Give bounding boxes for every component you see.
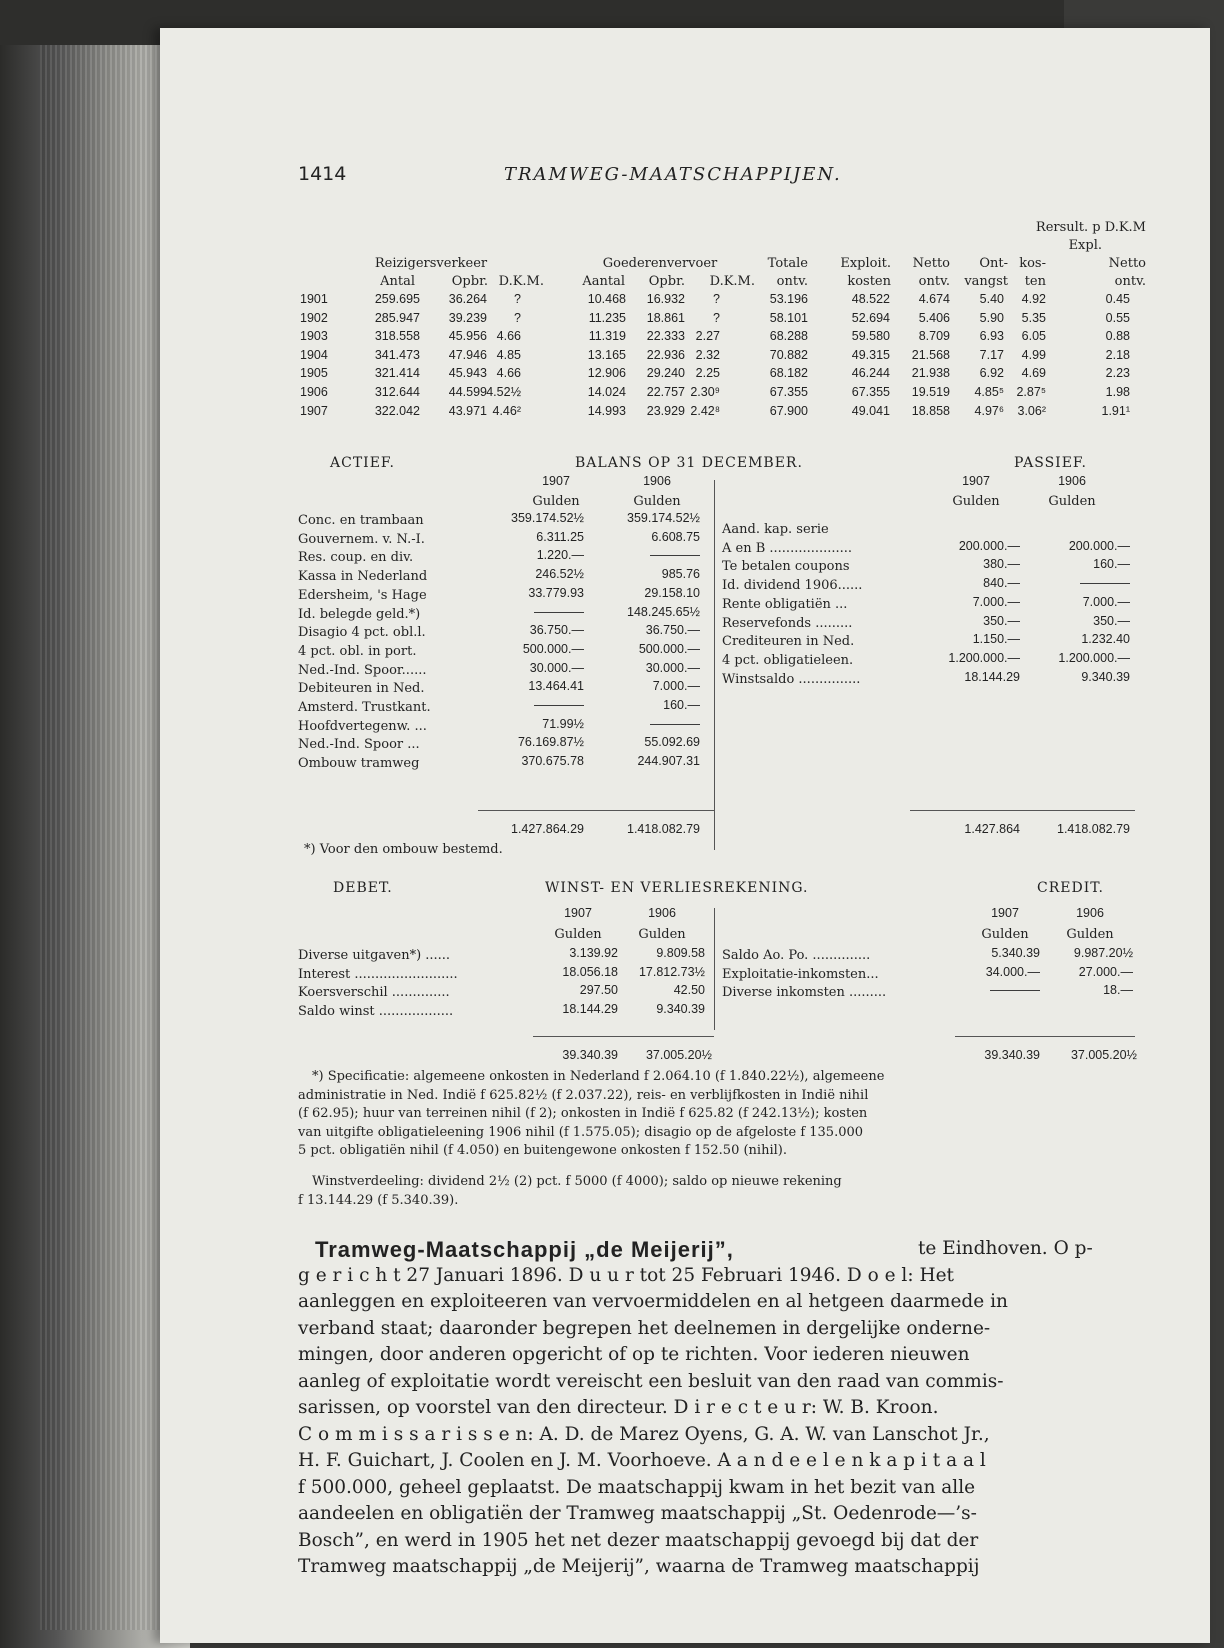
passief-1906: 7.000.—	[1082, 594, 1130, 609]
table-cell: 7.17	[979, 347, 1004, 362]
table-cell: 52.694	[851, 310, 890, 325]
debet-1907: 3.139.92	[569, 946, 618, 960]
year-cell: 1905	[300, 366, 328, 381]
year-cell: 1903	[300, 329, 328, 344]
credit-1906: 9.987.20½	[1073, 946, 1133, 960]
total-rule	[478, 810, 714, 811]
table-cell: 6.93	[979, 329, 1004, 344]
passief-label: A en B ....................	[722, 540, 853, 556]
year-header: 1906	[1058, 474, 1086, 488]
table-cell: 4.85	[496, 347, 521, 362]
actief-1907: 33.779.93	[528, 585, 584, 600]
table-cell: 2.25	[695, 366, 720, 381]
table-cell: 285.947	[374, 310, 420, 325]
actief-1907: 76.169.87½	[517, 735, 584, 750]
table-cell: 45.956	[448, 329, 487, 344]
actief-1907: 246.52½	[535, 567, 584, 582]
credit-label: Exploitatie-inkomsten...	[722, 966, 879, 982]
actief-1907: 1.220.—	[536, 548, 584, 563]
table-cell: 0.88	[1105, 329, 1130, 344]
passief-label: Reservefonds .........	[722, 615, 853, 631]
actief-1907: ————	[534, 604, 584, 619]
debet-1907: 18.056.18	[562, 964, 618, 979]
running-title: TRAMWEG-MAATSCHAPPIJEN.	[504, 164, 842, 185]
year-header: 1906	[1076, 906, 1104, 920]
table-cell: 49.315	[851, 347, 890, 362]
credit-1907: 5.340.39	[991, 946, 1040, 960]
actief-label: Amsterd. Trustkant.	[298, 700, 431, 715]
table-cell: 29.240	[646, 366, 685, 381]
table-cell: 6.05	[1021, 329, 1046, 344]
balans-title: BALANS OP 31 DECEMBER.	[575, 455, 803, 471]
passief-1907: 1.150.—	[972, 632, 1020, 647]
paragraph-line: C o m m i s s a r i s s e n: A. D. de Marez Oyens, G. A. W. van Lanschot Jr.,	[298, 1423, 990, 1445]
actief-label: Ombouw tramweg	[298, 756, 420, 772]
table-cell: 46.244	[851, 366, 890, 381]
actief-1906: 30.000.—	[645, 660, 700, 675]
column-header: D.K.M.	[498, 274, 544, 289]
column-header: ontv.	[1114, 274, 1146, 289]
table-cell: 11.319	[588, 329, 626, 344]
actief-label: Res. coup. en div.	[298, 550, 414, 566]
table-cell: 322.042	[374, 403, 420, 418]
group-header: Netto	[1108, 256, 1146, 271]
table-cell: 4.97⁶	[974, 403, 1004, 418]
actief-1906: ————	[650, 716, 700, 731]
debet-1906: 9.340.39	[656, 1002, 705, 1017]
actief-label: Ned.-Ind. Spoor ...	[298, 737, 420, 753]
actief-1907: 500.000.—	[522, 641, 584, 656]
paragraph-line: aandeelen en obligatiën der Tramweg maatschappij „St. Oedenrode—’s-	[298, 1503, 977, 1524]
table-cell: 68.182	[769, 366, 808, 381]
group-header: kos-	[1019, 256, 1046, 271]
passief-1906: 1.232.40	[1081, 632, 1130, 647]
year-cell: 1902	[300, 310, 328, 325]
unit-header: Gulden	[532, 494, 580, 509]
actief-1906: 244.907.31	[637, 754, 700, 769]
unit-header: Gulden	[638, 927, 686, 942]
table-cell: 22.936	[646, 347, 685, 362]
table-cell: 18.858	[911, 403, 950, 418]
year-header: 1907	[564, 906, 592, 920]
passief-1907: 7.000.—	[972, 594, 1020, 609]
table-cell: 3.06²	[1017, 403, 1046, 418]
table-cell: 68.288	[769, 329, 808, 344]
actief-1906: 29.158.10	[644, 585, 700, 600]
table-cell: 53.196	[769, 292, 808, 306]
table-cell: 5.406	[918, 310, 950, 325]
passief-1906: ————	[1080, 576, 1130, 591]
unit-header: Gulden	[952, 494, 1000, 509]
paragraph-line: sarissen, op voorstel van den directeur. D i r e c t e u r: W. B. Kroon.	[298, 1397, 939, 1418]
year-header: 1907	[991, 906, 1019, 920]
year-header: 1906	[648, 906, 676, 920]
actief-1906: 160.—	[663, 698, 700, 712]
actief-1906: 148.245.65½	[627, 604, 700, 619]
actief-1906: 36.750.—	[645, 623, 700, 638]
table-cell: 341.473	[374, 347, 420, 362]
table-cell: 67.900	[769, 403, 808, 418]
paragraph-line: aanleg of exploitatie wordt vereischt een besluit van den raad van commis-	[298, 1370, 1004, 1392]
credit-label: Diverse inkomsten .........	[722, 985, 887, 1001]
year-header: 1906	[643, 474, 671, 488]
table-cell: 4.92	[1021, 292, 1046, 306]
year-header: 1907	[962, 474, 990, 488]
balans-divider	[714, 480, 715, 850]
table-cell: 4.674	[918, 292, 950, 306]
table-cell: 2.30⁹	[690, 385, 720, 399]
paragraph-line: H. F. Guichart, J. Coolen en J. M. Voorhoeve. A a n d e e l e n k a p i t a a l	[298, 1450, 986, 1471]
column-header: Aantal	[582, 274, 625, 289]
actief-label: Ned.-Ind. Spoor......	[298, 662, 427, 678]
passief-label: Aand. kap. serie	[722, 522, 829, 537]
table-cell: 14.024	[587, 385, 626, 399]
paragraph-line: mingen, door anderen opgericht of op te richten. Voor iederen nieuwen	[298, 1344, 970, 1365]
column-header: Opbr.	[451, 274, 488, 289]
table-cell: 4.66	[496, 366, 521, 381]
actief-1906: 359.174.52½	[627, 511, 700, 525]
table-cell: 2.32	[695, 347, 720, 362]
winst-title: WINST- EN VERLIESREKENING.	[545, 880, 809, 896]
actief-label: Kassa in Nederland	[298, 569, 428, 585]
table-cell: 23.929	[646, 403, 685, 418]
total-rule	[533, 1036, 714, 1037]
table-cell: 4.85⁵	[974, 385, 1004, 399]
paragraph-line: g e r i c h t 27 Januari 1896. D u u r tot 25 Februari 1946. D o e l: Het	[298, 1264, 954, 1286]
table-cell: 5.90	[979, 310, 1004, 325]
debet-1907: 18.144.29	[562, 1002, 618, 1017]
passief-1907: 350.—	[983, 613, 1020, 628]
table-cell: 21.568	[911, 347, 950, 362]
column-header: ontv.	[776, 274, 808, 289]
winst-divider	[714, 908, 715, 1030]
table-cell: 312.644	[374, 385, 420, 399]
debet-total-1906: 37.005.20½	[645, 1048, 712, 1062]
debet-label: Diverse uitgaven*) ......	[298, 948, 451, 963]
credit-title: CREDIT.	[1037, 880, 1104, 896]
table-cell: 13.165	[587, 347, 626, 362]
group-header: Reizigersverkeer	[374, 256, 488, 271]
paragraph-line: verband staat; daaronder begrepen het deelnemen in dergelijke onderne-	[298, 1317, 991, 1339]
column-header: Antal	[380, 274, 415, 289]
actief-1907: 370.675.78	[521, 754, 584, 769]
passief-title: PASSIEF.	[1014, 455, 1087, 471]
passief-1907: 200.000.—	[958, 538, 1020, 553]
passief-total-1907: 1.427.864	[964, 822, 1020, 836]
table-cell: 19.519	[911, 385, 950, 399]
year-cell: 1906	[300, 385, 328, 399]
passief-1907: 1.200.000.—	[948, 650, 1020, 665]
group-header: Netto	[912, 256, 950, 271]
debet-1906: 9.809.58	[656, 946, 705, 960]
table-cell: 22.757	[646, 385, 685, 399]
table-cell: 0.55	[1105, 310, 1130, 325]
specificatie-line: (f 62.95); huur van terreinen nihil (f 2); onkosten in Indië f 625.82 (f 242.13½); kosten	[298, 1106, 868, 1121]
column-header: kosten	[847, 274, 891, 289]
actief-1906: ————	[650, 548, 700, 563]
table-cell: 5.40	[979, 292, 1004, 306]
unit-header: Gulden	[633, 494, 681, 509]
actief-label: Id. belegde geld.*)	[298, 606, 421, 622]
credit-total-1907: 39.340.39	[984, 1048, 1040, 1062]
table-cell: 8.709	[918, 329, 950, 344]
total-rule	[955, 1036, 1135, 1037]
passief-label: Te betalen coupons	[722, 559, 850, 575]
table-cell: ?	[713, 292, 720, 306]
specificatie-line: administratie in Ned. Indië f 625.82½ (f 2.037.22), reis- en verblijfkosten in Indië nihil	[298, 1087, 869, 1103]
column-header: vangst	[964, 274, 1008, 289]
actief-1907: 6.311.25	[536, 529, 584, 544]
actief-label: Edersheim, 's Hage	[298, 587, 427, 603]
table-cell: 10.468	[587, 292, 626, 306]
actief-1906: 500.000.—	[638, 641, 700, 656]
table-cell: ?	[713, 310, 720, 325]
paragraph-line: Tramweg maatschappij „de Meijerij”, waarna de Tramweg maatschappij	[298, 1556, 980, 1577]
year-header: 1907	[542, 474, 570, 488]
table-cell: 12.906	[587, 366, 626, 381]
year-cell: 1907	[300, 403, 328, 418]
passief-1907: 380.—	[983, 557, 1020, 572]
table-cell: 2.23	[1105, 366, 1130, 381]
table-cell: 2.27	[695, 329, 720, 344]
table-cell: 58.101	[769, 310, 808, 325]
actief-1907: 13.464.41	[528, 679, 584, 694]
column-header: ontv.	[918, 274, 950, 289]
table-cell: 259.695	[374, 292, 420, 306]
balans-footnote: *) Voor den ombouw bestemd.	[304, 842, 503, 857]
passief-label: Rente obligatiën ...	[722, 596, 848, 612]
actief-1907: 359.174.52½	[511, 511, 584, 525]
table-cell: 14.993	[587, 403, 626, 418]
column-header: Opbr.	[648, 274, 685, 289]
passief-1906: 1.200.000.—	[1058, 650, 1130, 665]
passief-1906: 200.000.—	[1068, 538, 1130, 553]
table-cell: 4.66	[496, 329, 521, 344]
actief-1907: 71.99½	[542, 716, 584, 731]
specificatie-line: 5 pct. obligatiën nihil (f 4.050) en buitengewone onkosten f 152.50 (nihil).	[298, 1143, 787, 1158]
specificatie-line: van uitgifte obligatieleening 1906 nihil (f 1.575.05); disagio op de afgeloste f 135.000	[298, 1124, 864, 1140]
total-rule	[910, 810, 1135, 811]
table-cell: 43.971	[448, 403, 487, 418]
page-number: 1414	[298, 163, 347, 185]
unit-header: Gulden	[1066, 927, 1114, 942]
table-cell: 48.522	[851, 292, 890, 306]
passief-1907: 840.—	[983, 576, 1020, 591]
unit-header: Gulden	[554, 927, 602, 942]
actief-label: Gouvernem. v. N.-I.	[298, 531, 425, 547]
table-cell: 4.46²	[492, 403, 521, 418]
table-cell: 1.91¹	[1101, 403, 1130, 418]
actief-label: Conc. en trambaan	[298, 513, 424, 528]
table-cell: 67.355	[769, 385, 808, 399]
specificatie-line: *) Specificatie: algemeene onkosten in Nederland f 2.064.10 (f 1.840.22½), algemeene	[312, 1069, 885, 1084]
table-cell: 2.87⁵	[1016, 385, 1046, 399]
table-cell: 39.239	[448, 310, 487, 325]
table-cell: 59.580	[851, 329, 890, 344]
table-cell: 44.599	[448, 385, 487, 399]
debet-1907: 297.50	[579, 983, 618, 998]
actief-total-1907: 1.427.864.29	[511, 822, 584, 836]
credit-total-1906: 37.005.20½	[1070, 1048, 1137, 1062]
table-cell: 47.946	[448, 347, 487, 362]
group-header: Ont-	[979, 256, 1008, 271]
actief-1906: 985.76	[661, 567, 700, 582]
table-cell: 36.264	[448, 292, 487, 306]
paragraph-line: f 500.000, geheel geplaatst. De maatschappij kwam in het bezit van alle	[298, 1476, 976, 1498]
debet-label: Koersverschil ..............	[298, 985, 450, 1001]
table-cell: ?	[514, 310, 521, 325]
table-top-header-2: Expl.	[1068, 238, 1102, 253]
debet-title: DEBET.	[333, 880, 393, 896]
actief-1906: 55.092.69	[644, 735, 700, 750]
table-cell: 49.041	[851, 403, 890, 418]
year-cell: 1904	[300, 347, 328, 362]
table-top-header: Rersult. p D.K.M	[1035, 220, 1146, 235]
passief-label: Winstsaldo ...............	[722, 671, 861, 687]
unit-header: Gulden	[1048, 494, 1096, 509]
passief-1906: 350.—	[1093, 613, 1130, 628]
debet-label: Saldo winst ..................	[298, 1004, 454, 1020]
table-cell: 16.932	[646, 292, 685, 306]
actief-1907: 36.750.—	[529, 623, 584, 638]
table-cell: 70.882	[769, 347, 808, 362]
debet-1906: 42.50	[673, 983, 705, 998]
actief-1906: 6.608.75	[651, 529, 700, 544]
actief-label: Debiteuren in Ned.	[298, 681, 425, 697]
column-header: ten	[1024, 274, 1046, 289]
passief-1906: 9.340.39	[1081, 669, 1130, 684]
table-cell: 5.35	[1021, 310, 1046, 325]
table-cell: 45.943	[448, 366, 487, 381]
table-cell: 4.69	[1021, 366, 1046, 381]
table-cell: 318.558	[374, 329, 420, 344]
actief-label: Hoofdvertegenw. ...	[298, 718, 427, 734]
table-cell: 11.235	[588, 310, 626, 325]
paragraph-line: te Eindhoven. O p-	[918, 1238, 1093, 1259]
table-cell: 1.98	[1105, 385, 1130, 399]
paragraph-line: Bosch”, en werd in 1905 het net dezer maatschappij gevoegd bij dat der	[298, 1529, 979, 1551]
debet-label: Interest .........................	[298, 966, 458, 982]
winstverdeeling-line: f 13.144.29 (f 5.340.39).	[298, 1192, 459, 1208]
group-header: Exploit.	[840, 256, 891, 271]
actief-label: Disagio 4 pct. obl.l.	[298, 625, 426, 641]
passief-label: Id. dividend 1906......	[722, 578, 863, 594]
company-name: Tramweg-Maatschappij „de Meijerij”,	[315, 1237, 734, 1262]
winstverdeeling-line: Winstverdeeling: dividend 2½ (2) pct. f 5000 (f 4000); saldo op nieuwe rekening	[312, 1174, 842, 1189]
passief-label: 4 pct. obligatieleen.	[722, 652, 854, 668]
table-cell: 67.355	[851, 385, 890, 399]
table-cell: 2.42⁸	[690, 403, 720, 418]
table-cell: 18.861	[646, 310, 685, 325]
group-header: Totale	[767, 256, 808, 271]
unit-header: Gulden	[981, 927, 1029, 942]
table-cell: 4.52½	[486, 385, 521, 399]
table-cell: 22.333	[646, 329, 685, 344]
actief-label: 4 pct. obl. in port.	[298, 643, 417, 659]
passief-label: Crediteuren in Ned.	[722, 634, 855, 650]
actief-1907: ————	[534, 698, 584, 712]
passief-1907: 18.144.29	[964, 669, 1020, 684]
credit-1907: ————	[990, 983, 1040, 998]
table-cell: ?	[514, 292, 521, 306]
column-header: D.K.M.	[709, 274, 755, 289]
passief-1906: 160.—	[1093, 557, 1130, 572]
credit-1907: 34.000.—	[985, 964, 1040, 979]
paragraph-line: aanleggen en exploiteeren van vervoermiddelen en al hetgeen daarmede in	[298, 1291, 1008, 1312]
table-cell: 321.414	[374, 366, 420, 381]
credit-label: Saldo Ao. Po. ..............	[722, 948, 871, 963]
table-cell: 21.938	[911, 366, 950, 381]
actief-1906: 7.000.—	[652, 679, 700, 694]
actief-1907: 30.000.—	[529, 660, 584, 675]
table-cell: 4.99	[1021, 347, 1046, 362]
debet-1906: 17.812.73½	[638, 964, 705, 979]
table-cell: 0.45	[1105, 292, 1130, 306]
actief-total-1906: 1.418.082.79	[627, 822, 700, 836]
credit-1906: 27.000.—	[1078, 964, 1133, 979]
year-cell: 1901	[300, 292, 328, 306]
debet-total-1907: 39.340.39	[562, 1048, 618, 1062]
table-cell: 6.92	[979, 366, 1004, 381]
group-header: Goederenvervoer	[602, 256, 718, 271]
table-cell: 2.18	[1105, 347, 1130, 362]
actief-title: ACTIEF.	[330, 455, 395, 471]
credit-1906: 18.—	[1103, 983, 1133, 998]
passief-total-1906: 1.418.082.79	[1057, 822, 1130, 836]
